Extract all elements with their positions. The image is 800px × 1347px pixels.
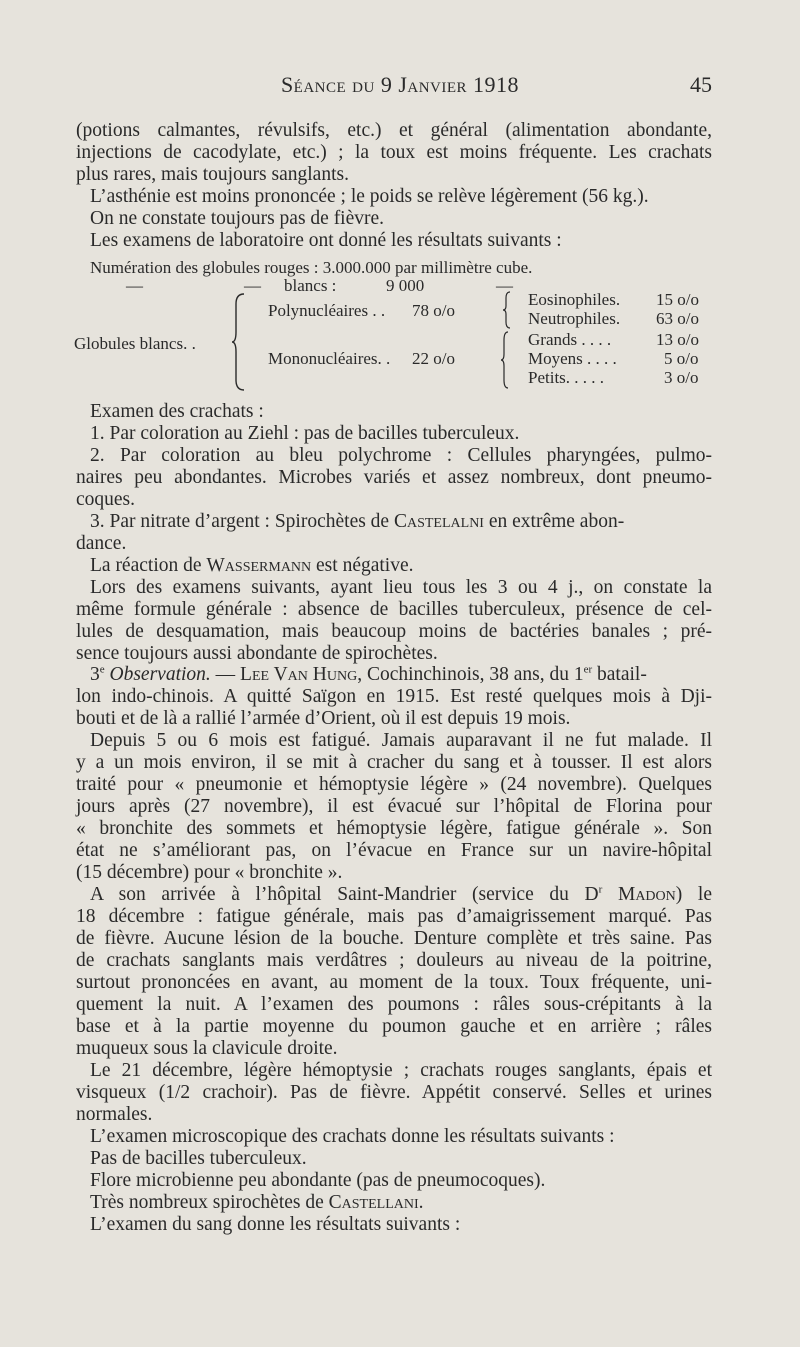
text-line: état ne s’améliorant pas, on l’évacue en France sur un navire-hôpital [76,840,712,861]
text-line: La réaction de Wassermann est négative. [90,555,414,576]
ditto-mark: — [496,276,513,295]
text-line: normales. [76,1104,153,1125]
text-line: Très nombreux spirochètes de Castellani. [90,1192,424,1213]
text-line: Le 21 décembre, légère hémoptysie ; crachats rouges sanglants, épais et [90,1060,712,1081]
author-name: Wassermann [206,555,312,576]
observation-title: Observation. [109,664,211,685]
text-line: quement la nuit. A l’examen des poumons : râles sous-crépitants à la [76,994,712,1015]
author-name: Castelalni [393,511,484,532]
text-line: bouti et de là a rallié l’armée d’Orient, où il est depuis 19 mois. [76,708,571,729]
polynuclear-value: 78 o/o [412,301,455,320]
text-line: lules de desquamation, mais beaucoup moins de bactéries banales ; pré- [76,621,712,642]
mononuclear-value: 22 o/o [412,349,455,368]
running-header [0,72,800,102]
text-line: Flore microbienne peu abondante (pas de pneumocoques). [90,1170,546,1191]
medium-mono-value: 5 o/o [664,349,699,368]
ditto-mark: — [126,276,143,295]
text-line: « bronchite des sommets et hémoptysie légère, fatigue générale ». Son [76,818,712,839]
text-line: base et à la partie moyenne du poumon gauche et en arrière ; râles [76,1016,712,1037]
large-mono-value: 13 o/o [656,330,699,349]
text-line: 1. Par coloration au Ziehl : pas de bacilles tuberculeux. [90,423,520,444]
large-mono-label: Grands . . . . [528,330,612,349]
text-line: plus rares, mais toujours sanglants. [76,164,349,185]
mononuclear-label: Mononucléaires. . [268,349,391,368]
text-line: dance. [76,533,127,554]
text-line: visqueux (1/2 crachoir). Pas de fièvre. Appétit conservé. Selles et urines [76,1082,712,1103]
author-name: Castellani. [328,1192,424,1213]
text-line: A son arrivée à l’hôpital Saint-Mandrier (service du $D^r$ Madon) le [90,883,712,905]
text-line: L’examen microscopique des crachats donne les résultats suivants : [90,1126,615,1147]
globules-blancs-label: Globules blancs. . [74,334,196,353]
ditto-mark: — [244,276,261,295]
eosinophils-value: 15 o/o [656,290,699,309]
small-mono-label: Petits. . . . . [528,368,605,387]
text-line: 2. Par coloration au bleu polychrome : Cellules pharyngées, pulmo- [90,445,712,466]
text-line: Pas de bacilles tuberculeux. [90,1148,307,1169]
text-line: L’asthénie est moins prononcée ; le poids se relève légèrement (56 kg.). [90,186,649,207]
text-line: traité pour « pneumonie et hémoptysie légère » (24 novembre). Quelques [76,774,712,795]
text-line: Depuis 5 ou 6 mois est fatigué. Jamais auparavant il ne fut malade. Il [90,730,712,751]
observation-heading: 3e Observation. — Lee Van Hung, Cochinchinois, 38 ans, du 1er batail- [90,663,647,685]
text-line: injections de cacodylate, etc.) ; la toux est moins fréquente. Les crachats [76,142,712,163]
text-line: Lors des examens suivants, ayant lieu tous les 3 ou 4 j., on constate la [90,577,712,598]
neutrophils-label: Neutrophiles. [528,309,621,328]
text-line: muqueux sous la clavicule droite. [76,1038,338,1059]
text-line: Les examens de laboratoire ont donné les résultats suivants : [90,230,562,251]
text-line: de crachats sanglants mais verdâtres ; douleurs au niveau de la poitrine, [76,950,712,971]
neutrophils-value: 63 o/o [656,309,699,328]
header-title: Séance du 9 Janvier 1918 [280,72,520,97]
text-line: naires peu abondantes. Microbes variés et assez nombreux, dont pneumo- [76,467,712,488]
text-line: de fièvre. Aucune lésion de la bouche. Denture complète et très saine. Pas [76,928,712,949]
left-brace [232,292,248,392]
text-line: (15 décembre) pour « bronchite ». [76,862,343,883]
red-cells-line: Numération des globules rouges : 3.000.000 par millimètre cube. [90,258,533,277]
text-line: y a un mois environ, il se mit à cracher du sang et à tousser. Il est alors [76,752,712,773]
medium-mono-label: Moyens . . . . [528,349,617,368]
polynuclear-label: Polynucléaires . . [268,301,386,320]
small-mono-value: 3 o/o [664,368,699,387]
text-line: On ne constate toujours pas de fièvre. [90,208,385,229]
text-line: (potions calmantes, révulsifs, etc.) et général (alimentation abondante, [76,120,712,141]
eosinophils-label: Eosinophiles. [528,290,621,309]
text-line: même formule générale : absence de bacilles tuberculeux, présence de cel- [76,599,712,620]
text-line: 18 décembre : fatigue générale, mais pas d’amaigrissement marqué. Pas [76,906,712,927]
page-number: 45 [690,72,712,97]
white-cells-label: blancs : [284,276,337,295]
right-brace [500,330,512,390]
text-line: lon indo-chinois. A quitté Saïgon en 1915. Est resté quelques mois à Dji- [76,686,712,707]
text-line: surtout prononcées en avant, au moment de la toux. Toux fréquente, uni- [76,972,712,993]
text-line: Examen des crachats : [90,401,264,422]
doctor-name: Madon [617,884,676,905]
patient-name: Lee Van Hung [240,664,358,685]
text-line: jours après (27 novembre), il est évacué sur l’hôpital de Florina pour [76,796,712,817]
right-brace [502,290,514,330]
text-line: coques. [76,489,136,510]
text-line: L’examen du sang donne les résultats suivants : [90,1214,461,1235]
text-line: sence toujours aussi abondante de spirochètes. [76,643,438,664]
white-cells-value: 9 000 [386,276,425,295]
text-line: 3. Par nitrate d’argent : Spirochètes de Castelalni en extrême abon- [90,511,625,532]
